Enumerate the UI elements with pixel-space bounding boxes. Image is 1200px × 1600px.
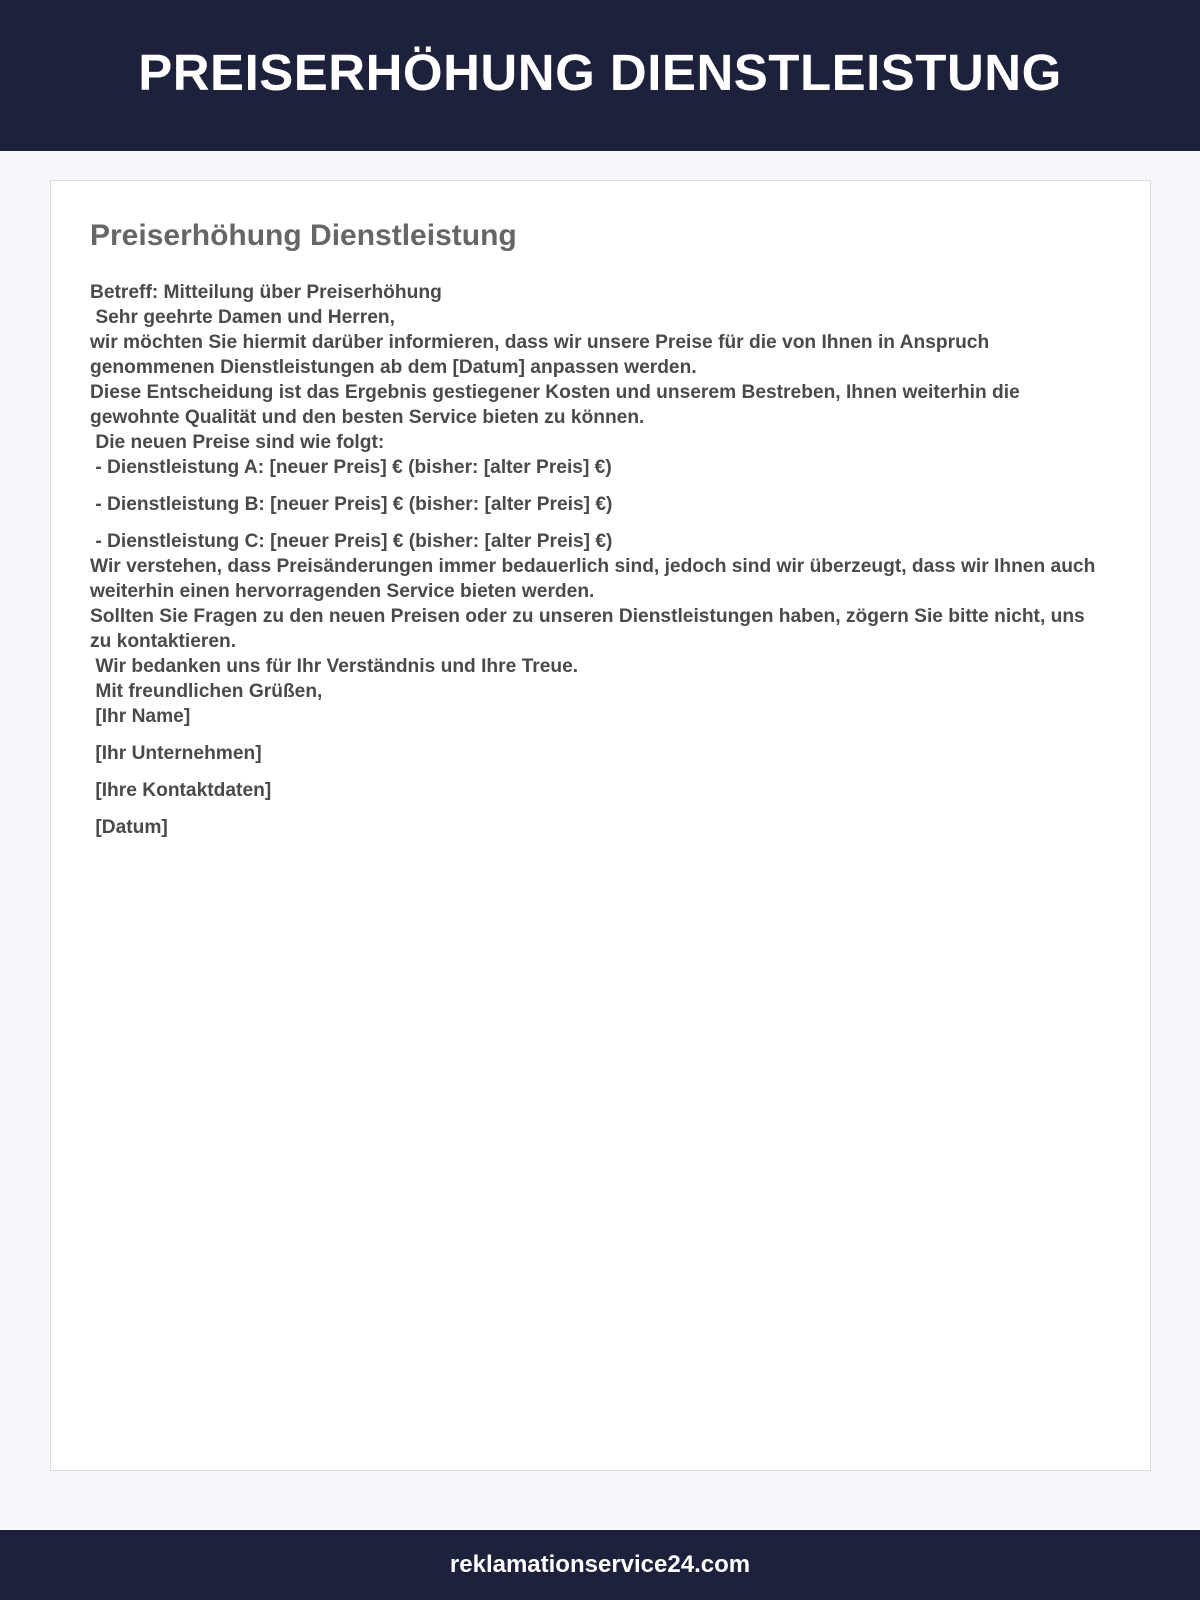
letter-salutation: Sehr geehrte Damen und Herren,	[90, 307, 395, 328]
footer-banner	[0, 1530, 1200, 1600]
letter-paragraph: Diese Entscheidung ist das Ergebnis gestiegener Kosten und unserem Bestreben, Ihnen weiterhin die gewohnte Qualität und den besten Service bieten zu können.	[90, 382, 1020, 428]
signature-line: [Ihr Unternehmen]	[90, 743, 262, 764]
price-item: - Dienstleistung A: [neuer Preis] € (bisher: [alter Preis] €)	[90, 457, 612, 478]
letter-thanks: Wir bedanken uns für Ihr Verständnis und Ihre Treue.	[90, 656, 579, 677]
price-item: - Dienstleistung B: [neuer Preis] € (bisher: [alter Preis] €)	[90, 494, 613, 515]
signature-line: [Datum]	[90, 817, 168, 838]
footer-site-link[interactable]: reklamationservice24.com	[449, 1551, 751, 1578]
letter-body	[90, 280, 1111, 840]
letter-subject: Betreff: Mitteilung über Preiserhöhung	[90, 282, 442, 303]
signature-line: [Ihre Kontaktdaten]	[90, 780, 272, 801]
letter-closing: Mit freundlichen Grüßen,	[90, 681, 323, 702]
banner-title: PREISERHÖHUNG DIENSTLEISTUNG	[138, 44, 1062, 101]
document-title: Preiserhöhung Dienstleistung	[90, 219, 517, 252]
prices-intro: Die neuen Preise sind wie folgt:	[90, 432, 385, 453]
document-content	[51, 181, 1150, 840]
letter-paragraph: Wir verstehen, dass Preisänderungen immer bedauerlich sind, jedoch sind wir überzeugt, dass wir Ihnen auch weiterhin einen hervorragenden Service bieten werden.	[90, 556, 1096, 602]
header-banner	[0, 0, 1200, 151]
letter-paragraph: wir möchten Sie hiermit darüber informieren, dass wir unsere Preise für die von Ihnen in Anspruch genommenen Dienstleistungen ab dem [Datum] anpassen werden.	[90, 332, 990, 378]
document-card	[50, 180, 1151, 1471]
letter-paragraph: Sollten Sie Fragen zu den neuen Preisen oder zu unseren Dienstleistungen haben, zögern Sie bitte nicht, uns zu kontaktieren.	[90, 606, 1085, 652]
signature-line: [Ihr Name]	[90, 706, 191, 727]
price-item: - Dienstleistung C: [neuer Preis] € (bisher: [alter Preis] €)	[90, 531, 613, 552]
